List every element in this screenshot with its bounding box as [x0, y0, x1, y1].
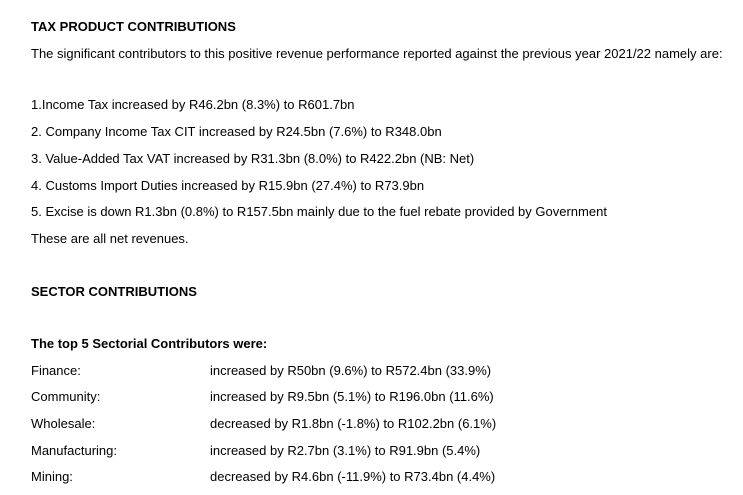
tax-section-heading: TAX PRODUCT CONTRIBUTIONS: [31, 19, 236, 34]
sector-section-heading: SECTOR CONTRIBUTIONS: [31, 284, 197, 299]
sector-label: Finance:: [31, 363, 81, 378]
tax-item-income-tax: 1.Income Tax increased by R46.2bn (8.3%) to R601.7bn: [31, 97, 355, 112]
sector-detail: decreased by R1.8bn (-1.8%) to R102.2bn (6.1%): [210, 416, 497, 431]
tax-section-note: These are all net revenues.: [31, 231, 189, 246]
sector-detail: increased by R2.7bn (3.1%) to R91.9bn (5.4%): [210, 443, 481, 458]
sector-label: Manufacturing:: [31, 443, 117, 458]
tax-item-customs-import-duties: 4. Customs Import Duties increased by R15.9bn (27.4%) to R73.9bn: [31, 178, 425, 193]
tax-item-company-income-tax: 2. Company Income Tax CIT increased by R24.5bn (7.6%) to R348.0bn: [31, 124, 442, 139]
sector-label: Community:: [31, 389, 101, 404]
sector-label: Wholesale:: [31, 416, 96, 431]
sector-section-subheading: The top 5 Sectorial Contributors were:: [31, 336, 268, 351]
tax-item-excise: 5. Excise is down R1.3bn (0.8%) to R157.5bn mainly due to the fuel rebate provided by Government: [31, 204, 607, 219]
sector-detail: decreased by R4.6bn (-11.9%) to R73.4bn (4.4%): [210, 469, 496, 484]
sector-detail: increased by R50bn (9.6%) to R572.4bn (33.9%): [210, 363, 492, 378]
tax-section-intro: The significant contributors to this positive revenue performance reported against the previous year 2021/22 namely are:: [31, 46, 723, 61]
sector-detail: increased by R9.5bn (5.1%) to R196.0bn (11.6%): [210, 389, 494, 404]
tax-item-vat: 3. Value-Added Tax VAT increased by R31.3bn (8.0%) to R422.2bn (NB: Net): [31, 151, 475, 166]
sector-label: Mining:: [31, 469, 73, 484]
